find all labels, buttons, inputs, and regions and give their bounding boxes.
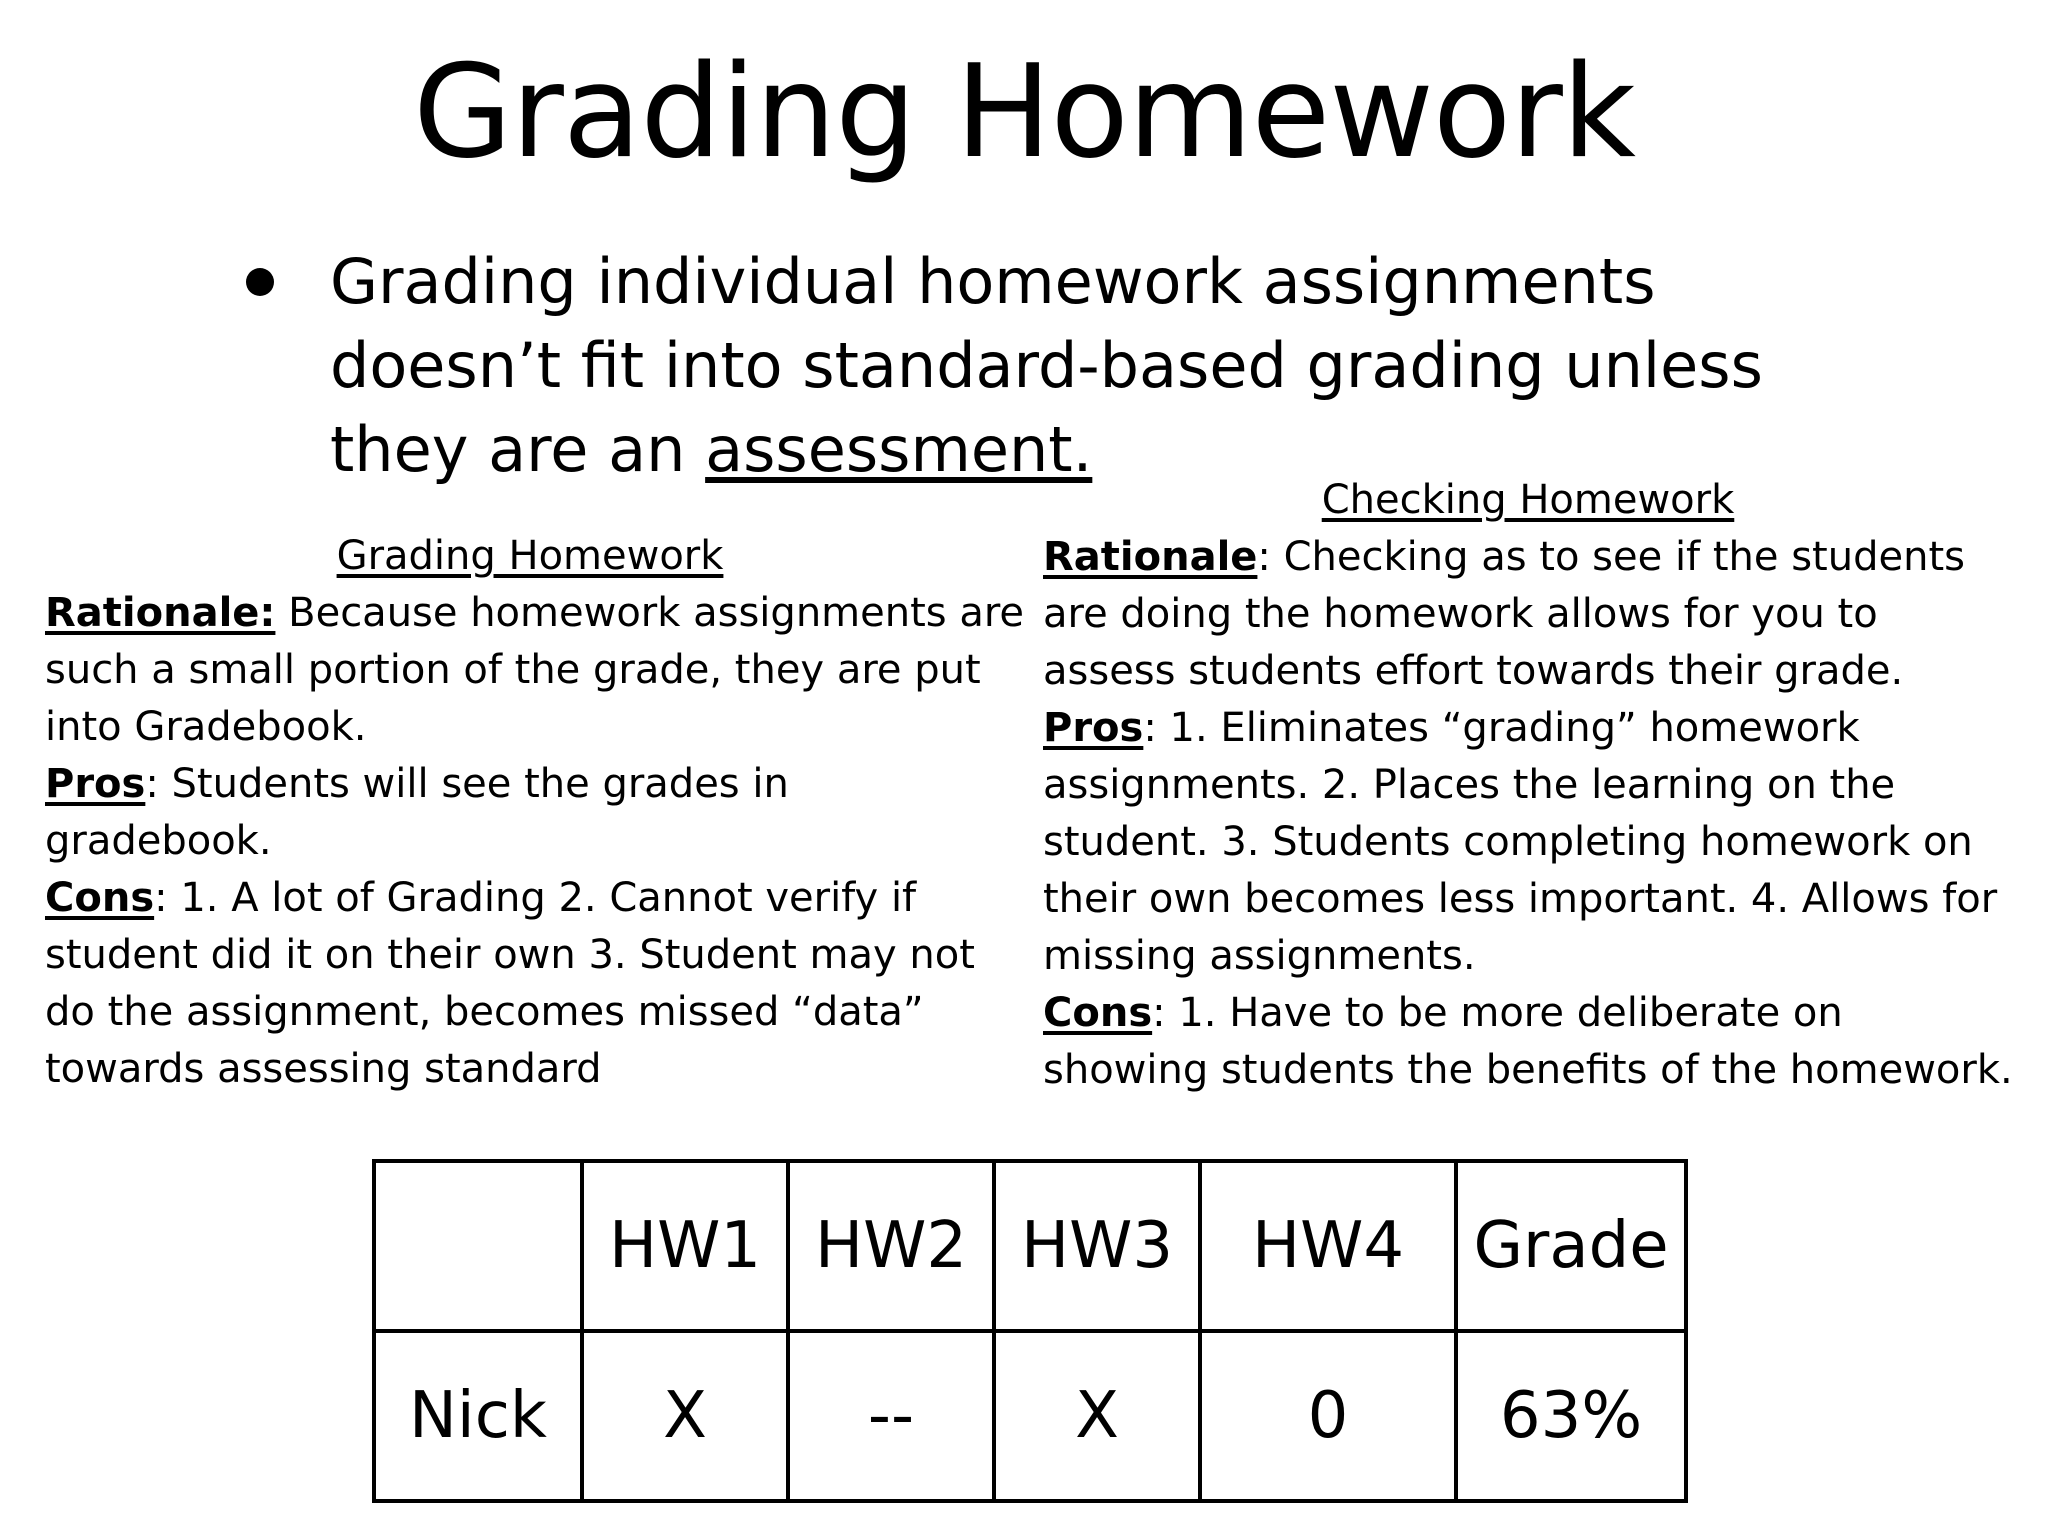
table-header-cell: HW4 <box>1200 1161 1456 1331</box>
table-cell: X <box>994 1331 1200 1501</box>
bullet-main-text: Grading individual homework assignments doesn’t fit into standard-based grading unless they are an <box>330 245 1763 486</box>
table-cell-student: Nick <box>374 1331 582 1501</box>
grading-pros <box>45 756 1025 870</box>
grading-rationale-label: Rationale: <box>45 590 276 636</box>
checking-homework-heading: Checking Homework <box>1321 477 1735 523</box>
checking-rationale <box>1043 529 2018 700</box>
table-header-cell: Grade <box>1456 1161 1686 1331</box>
grading-homework-column <box>45 528 1025 1098</box>
checking-cons-text: : 1. Have to be more deliberate on showing students the benefits of the homework. <box>1043 990 2013 1093</box>
table-header-cell: HW3 <box>994 1161 1200 1331</box>
checking-rationale-label: Rationale <box>1043 534 1258 580</box>
table-cell: -- <box>788 1331 994 1501</box>
table-row <box>374 1331 1686 1501</box>
slide-title: Grading Homework <box>413 38 1635 187</box>
checking-cons <box>1043 985 2018 1099</box>
grading-pros-text: : Students will see the grades in gradebook. <box>45 761 789 864</box>
table-cell: X <box>582 1331 788 1501</box>
bullet-text <box>330 240 1890 492</box>
grading-cons-label: Cons <box>45 875 155 921</box>
checking-pros-label: Pros <box>1043 705 1144 751</box>
checking-pros-text: : 1. Eliminates “grading” homework assignments. 2. Places the learning on the student. 3. Students completing homework on their own becomes less important. 4. Allows for missing assignments. <box>1043 705 1998 979</box>
bullet-underlined-text: assessment. <box>705 413 1093 486</box>
table-header-row <box>374 1161 1686 1331</box>
grading-cons <box>45 870 1025 1098</box>
grading-homework-heading: Grading Homework <box>336 533 724 579</box>
homework-table <box>372 1159 1688 1503</box>
checking-cons-label: Cons <box>1043 990 1153 1036</box>
table-header-cell <box>374 1161 582 1331</box>
table-header-cell: HW2 <box>788 1161 994 1331</box>
checking-homework-column <box>1043 472 2018 1099</box>
checking-pros <box>1043 700 2018 985</box>
table-cell: 0 <box>1200 1331 1456 1501</box>
bullet-icon <box>246 268 274 296</box>
table-cell-grade: 63% <box>1456 1331 1686 1501</box>
grading-rationale-text: Because homework assignments are such a small portion of the grade, they are put into Gradebook. <box>45 590 1025 750</box>
table-header-cell: HW1 <box>582 1161 788 1331</box>
grading-rationale <box>45 585 1025 756</box>
grading-pros-label: Pros <box>45 761 146 807</box>
checking-rationale-text: : Checking as to see if the students are doing the homework allows for you to assess students effort towards their grade. <box>1043 534 1965 694</box>
grading-cons-text: : 1. A lot of Grading 2. Cannot verify if student did it on their own 3. Student may not do the assignment, becomes missed “data” towards assessing standard <box>45 875 975 1092</box>
